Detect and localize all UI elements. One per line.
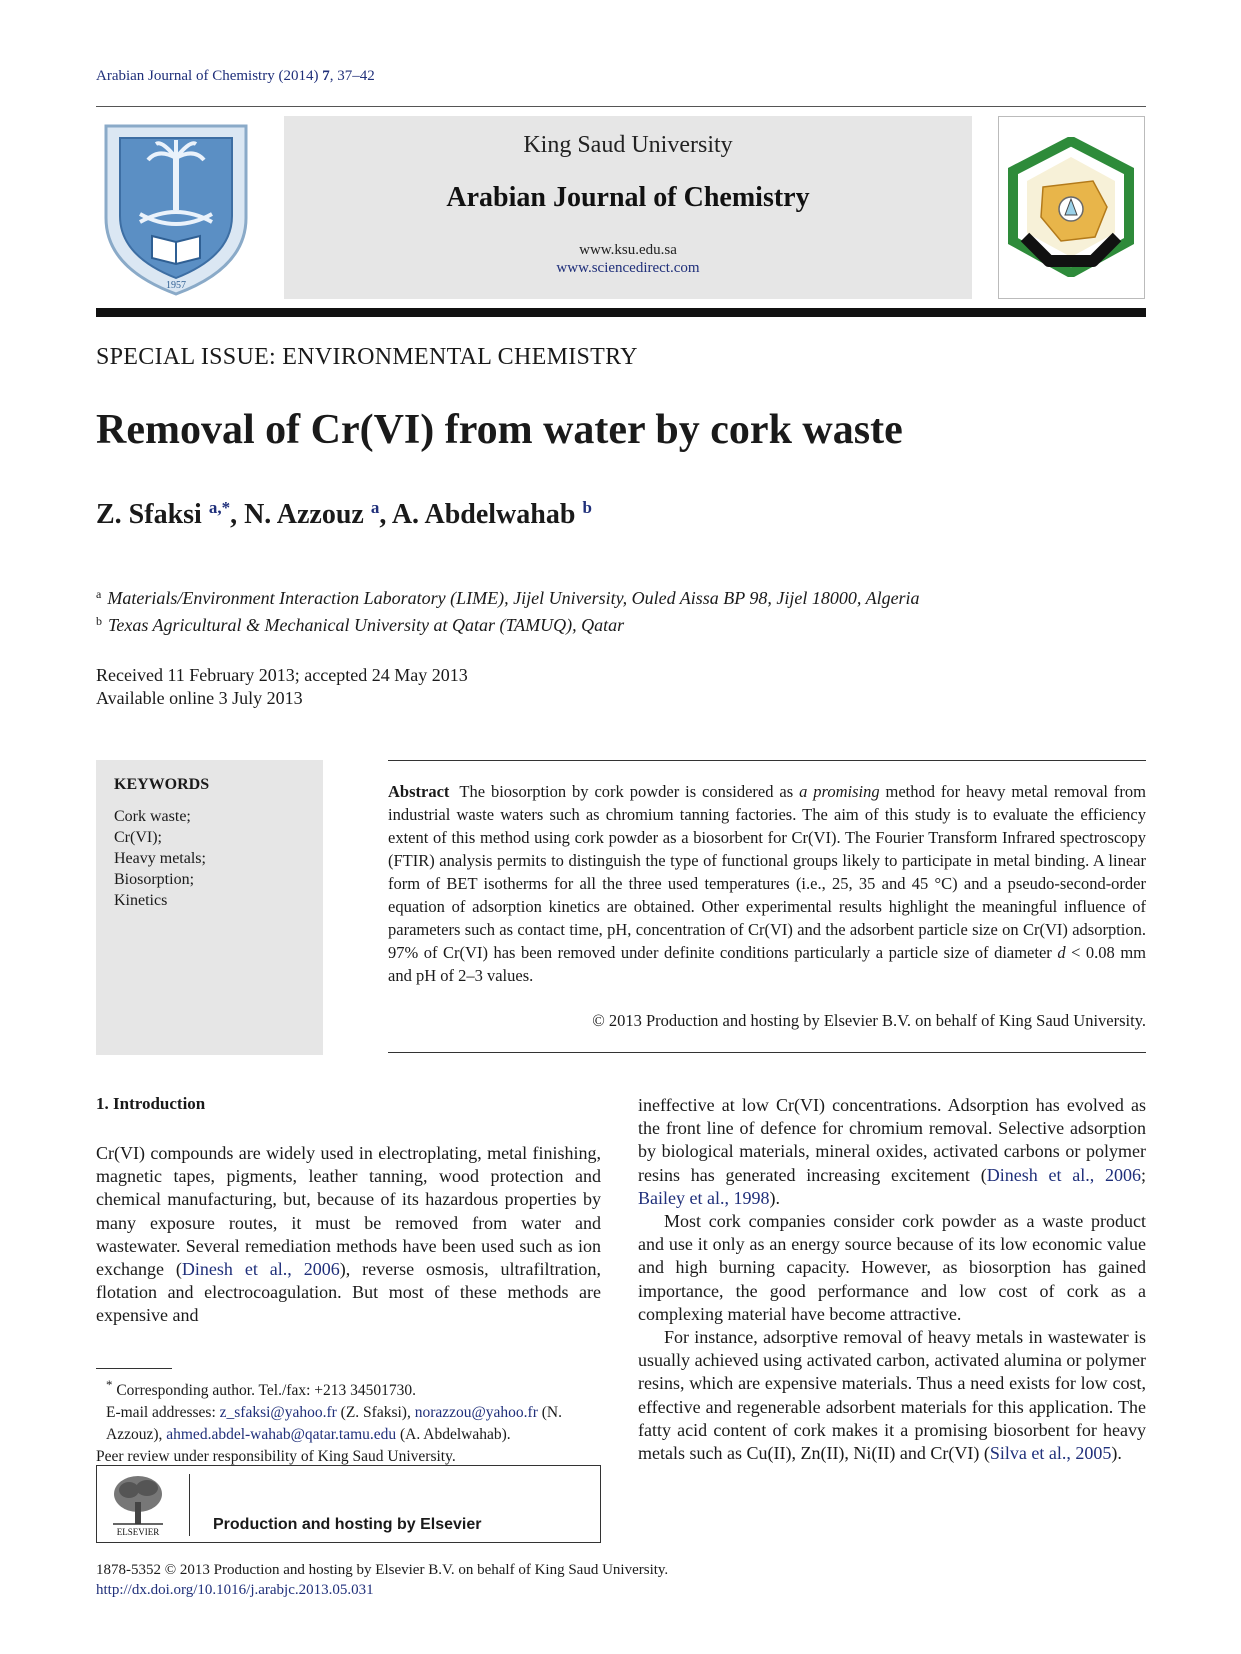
abstract-text: method for heavy metal removal from industrial waste waters such as chromium tanning factories. The aim of this study is to evaluate the efficiency extent of this method using cork powder as a biosorbent for Cr(VI). The Fourier Transform Infrared spectroscopy (FTIR) analysis permits to distinguish the type of functional groups likely to participate in metal binding. A linear form of BET isotherms for all the three used temperatures (i.e., 25, 35 and 45 °C) and a pseudo-second-order equation of adsorption kinetics are obtained. Other experimental results highlight the meaningful influence of parameters such as contact time, pH, concentration of Cr(VI) and the adsorbent particle size on Cr(VI) adsorption. 97% of Cr(VI) has been removed under definite conditions particularly a particle size of diameter xyxy=(388,782,1146,962)
elsevier-tree-icon xyxy=(107,1472,169,1538)
footnote-text: Corresponding author. Tel./fax: +213 34501730. xyxy=(112,1382,417,1400)
ksu-url-link[interactable]: www.ksu.edu.sa xyxy=(579,242,677,258)
footnote-text: (A. Abdelwahab). xyxy=(396,1426,511,1444)
keywords-list xyxy=(114,806,206,911)
svg-text:1957: 1957 xyxy=(166,280,186,291)
keyword-item: Cork waste; xyxy=(114,808,191,825)
body-paragraph xyxy=(638,1326,1146,1465)
author-affiliation-mark[interactable]: a xyxy=(370,498,380,517)
citation-link[interactable]: Dinesh et al., 2006 xyxy=(181,1259,340,1280)
footnote-text: E-mail addresses: xyxy=(106,1404,220,1422)
citation-link[interactable]: Dinesh et al., 2006 xyxy=(986,1164,1141,1185)
article-dates xyxy=(96,664,468,710)
paragraph-text: ; xyxy=(1140,1164,1146,1185)
body-paragraph xyxy=(96,1142,601,1328)
doi-link[interactable]: http://dx.doi.org/10.1016/j.arabjc.2013.05.031 xyxy=(96,1582,374,1598)
author-list xyxy=(96,498,592,531)
header-thick-divider xyxy=(96,308,1146,317)
paragraph-text: Cr(VI) compounds are widely used in electroplating, metal finishing, magnetic tapes, pigments, leather tanning, wood protection and chemical manufacturing, but, because of its hazardous properties by many exposure routes, it must be removed from water and wastewater. Several remediation methods have been used such as ion exchange ( xyxy=(96,1143,601,1280)
abstract xyxy=(388,780,1146,987)
author-name: Z. Sfaksi xyxy=(96,499,209,530)
introduction-heading: 1. Introduction xyxy=(96,1094,206,1113)
abstract-copyright: © 2013 Production and hosting by Elsevier B.V. on behalf of King Saud University. xyxy=(592,1011,1146,1030)
affiliation-item xyxy=(96,583,920,610)
journal-name: Arabian Journal of Chemistry xyxy=(446,182,810,213)
issn-line: 1878-5352 © 2013 Production and hosting by Elsevier B.V. on behalf of King Saud University. xyxy=(96,1562,669,1578)
footnote-text: (Z. Sfaksi), xyxy=(336,1404,415,1422)
citation-volume: 7 xyxy=(322,68,330,84)
email-link[interactable]: ahmed.abdel-wahab@qatar.tamu.edu xyxy=(166,1426,397,1444)
online-date: Available online 3 July 2013 xyxy=(96,688,303,708)
email-link[interactable]: z_sfaksi@yahoo.fr xyxy=(219,1404,337,1422)
citation-link[interactable]: Bailey et al., 1998 xyxy=(638,1187,770,1208)
paragraph-text: ineffective at low Cr(VI) concentrations. Adsorption has evolved as the front line of defence for chromium removal. Selective adsorption by biological materials, mineral oxides, activated carbons or polymer resins has generated increasing excitement ( xyxy=(638,1095,1146,1185)
corresponding-author-note xyxy=(96,1374,601,1402)
keyword-item: Heavy metals; xyxy=(114,850,206,867)
keyword-item: Kinetics xyxy=(114,892,168,909)
body-paragraph xyxy=(638,1094,1146,1210)
abstract-label: Abstract xyxy=(388,782,450,801)
author-separator: , xyxy=(379,499,392,530)
citation-link[interactable]: Silva et al., 2005 xyxy=(989,1443,1112,1464)
keyword-item: Cr(VI); xyxy=(114,829,162,846)
abstract-bottom-divider xyxy=(388,1052,1146,1053)
email-link[interactable]: norazzou@yahoo.fr xyxy=(414,1404,538,1422)
journal-citation[interactable] xyxy=(96,68,375,85)
received-date: Received 11 February 2013; accepted 24 May 2013 xyxy=(96,665,468,685)
keywords-box xyxy=(96,760,323,1055)
journal-header xyxy=(284,116,972,299)
abstract-italic-d: d xyxy=(1057,943,1066,962)
footnote-star: * xyxy=(106,1377,113,1392)
elsevier-logo-label: ELSEVIER xyxy=(116,1527,160,1537)
footnotes xyxy=(96,1374,601,1468)
top-divider xyxy=(96,106,1146,107)
paragraph-text: ), reverse osmosis, ultrafiltration, flotation and electrocoagulation. But most of these methods are expensive and xyxy=(96,1259,601,1326)
affiliations xyxy=(96,583,920,637)
article-title: Removal of Cr(VI) from water by cork waste xyxy=(96,407,903,453)
special-issue-label: SPECIAL ISSUE: ENVIRONMENTAL CHEMISTRY xyxy=(96,344,638,370)
affiliation-text: Texas Agricultural & Mechanical University at Qatar (TAMUQ), Qatar xyxy=(108,615,625,635)
abstract-text: < 0.08 mm and pH of 2–3 values. xyxy=(388,943,1146,985)
body-right-column xyxy=(638,1094,1146,1465)
author-name: A. Abdelwahab xyxy=(391,499,583,530)
citation-prefix: Arabian Journal of Chemistry (2014) xyxy=(96,68,319,84)
elsevier-separator xyxy=(189,1474,190,1536)
affiliation-item xyxy=(96,610,920,637)
body-paragraph: Most cork companies consider cork powder as a waste product and use it only as an energy source because of its low economic value and high burning capacity. However, as biosorption has gained importance, the good performance and low cost of cork as a complexing material have become attractive. xyxy=(638,1211,1146,1324)
author-affiliation-mark[interactable]: b xyxy=(582,498,592,517)
ksu-logo xyxy=(96,118,256,298)
university-name: King Saud University xyxy=(523,132,733,158)
affiliation-mark: b xyxy=(96,614,102,628)
citation-pages: , 37–42 xyxy=(329,68,375,84)
author-name: N. Azzouz xyxy=(244,499,371,530)
body-left-column xyxy=(96,1142,601,1328)
paragraph-text: ). xyxy=(769,1187,780,1208)
keywords-title: KEYWORDS xyxy=(114,776,210,793)
elsevier-hosting-text: Production and hosting by Elsevier xyxy=(213,1516,482,1533)
keyword-item: Biosorption; xyxy=(114,871,195,888)
sciencedirect-url-link[interactable]: www.sciencedirect.com xyxy=(556,260,700,276)
author-affiliation-mark[interactable]: a,* xyxy=(208,498,231,517)
paragraph-text: For instance, adsorptive removal of heavy metals in wastewater is usually achieved using activated carbon, activated alumina or polymer resins, which are expensive materials. Thus a need exists for low cost, effective and regenerable adsorbent materials for this application. The fatty acid content of cork makes it a promising biosorbent for heavy metals such as Cu(II), Zn(II), Ni(II) and Cr(VI) ( xyxy=(638,1327,1146,1464)
abstract-top-divider xyxy=(388,760,1146,761)
abstract-italic: a promising xyxy=(799,782,880,801)
chemical-society-logo-frame xyxy=(998,116,1145,299)
affiliation-text: Materials/Environment Interaction Laboratory (LIME), Jijel University, Ouled Aissa BP 98, Jijel 18000, Algeria xyxy=(107,588,920,608)
footnote-text: (N. Azzouz), xyxy=(106,1404,562,1444)
peer-review-note: Peer review under responsibility of King Saud University. xyxy=(96,1448,456,1466)
elsevier-box xyxy=(96,1465,601,1543)
paragraph-text: ). xyxy=(1111,1443,1122,1464)
affiliation-mark: a xyxy=(96,587,102,601)
footnote-divider xyxy=(96,1368,172,1369)
email-note xyxy=(96,1402,601,1446)
author-separator: , xyxy=(230,499,245,530)
chemical-society-logo xyxy=(1003,137,1140,277)
abstract-text: The biosorption by cork powder is considered as xyxy=(459,782,800,801)
